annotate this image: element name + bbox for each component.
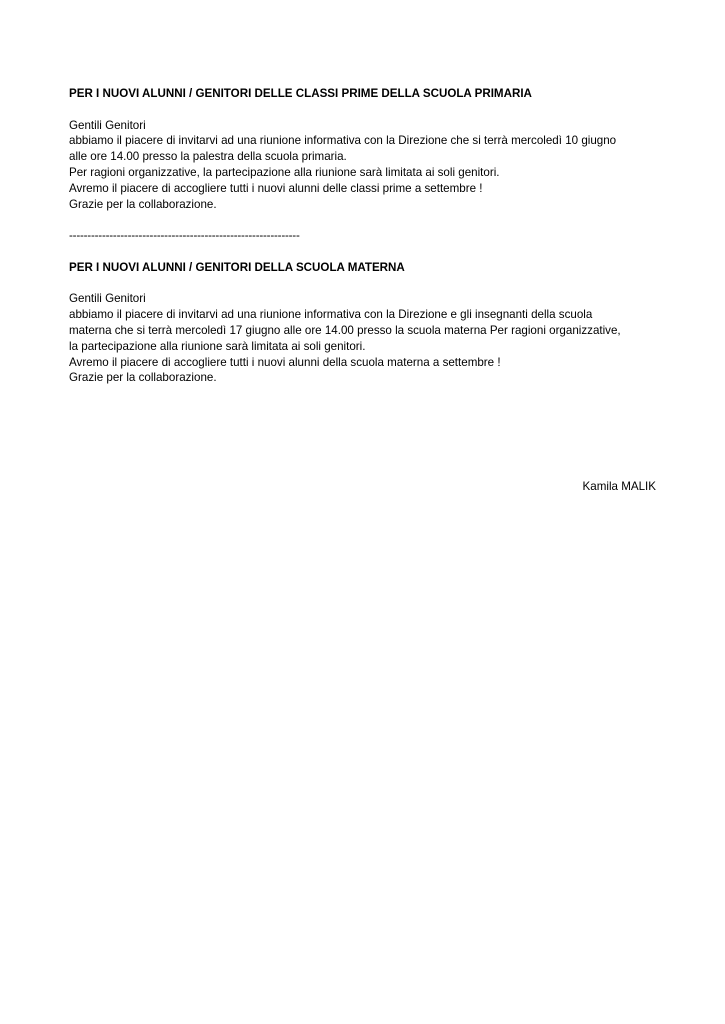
section-primaria-greeting: Gentili Genitori	[69, 118, 146, 132]
section-materna-line: la partecipazione alla riunione sarà limitata ai soli genitori.	[69, 339, 366, 353]
section-materna-line: materna che si terrà mercoledì 17 giugno alle ore 14.00 presso la scuola materna Per ragioni organizzative,	[69, 323, 621, 337]
section-primaria-title: PER I NUOVI ALUNNI / GENITORI DELLE CLASSI PRIME DELLA SCUOLA PRIMARIA	[69, 87, 532, 100]
section-primaria-line: alle ore 14.00 presso la palestra della scuola primaria.	[69, 150, 347, 164]
section-materna-title: PER I NUOVI ALUNNI / GENITORI DELLA SCUOLA MATERNA	[69, 260, 405, 274]
section-primaria-line: abbiamo il piacere di invitarvi ad una riunione informativa con la Direzione che si terrà mercoledì 10 giugno	[69, 134, 617, 148]
spacer	[69, 102, 659, 118]
section-materna-line: Avremo il piacere di accogliere tutti i nuovi alunni della scuola materna a settembre !	[69, 355, 501, 369]
section-materna-line: Grazie per la collaborazione.	[69, 371, 217, 385]
section-primaria-line: Per ragioni organizzative, la partecipazione alla riunione sarà limitata ai soli genitori.	[69, 165, 500, 179]
document-body	[69, 86, 659, 386]
section-primaria-line: Avremo il piacere di accogliere tutti i nuovi alunni delle classi prime a settembre !	[69, 181, 483, 195]
spacer	[69, 212, 659, 228]
section-materna-line: abbiamo il piacere di invitarvi ad una riunione informativa con la Direzione e gli insegnanti della scuola	[69, 308, 593, 322]
signature: Kamila MALIK	[582, 480, 656, 493]
section-materna-greeting: Gentili Genitori	[69, 292, 146, 306]
spacer	[69, 276, 659, 292]
section-primaria-line: Grazie per la collaborazione.	[69, 197, 217, 211]
spacer	[69, 244, 659, 260]
dashed-separator: ---------------------------------------------------------------	[69, 229, 300, 243]
